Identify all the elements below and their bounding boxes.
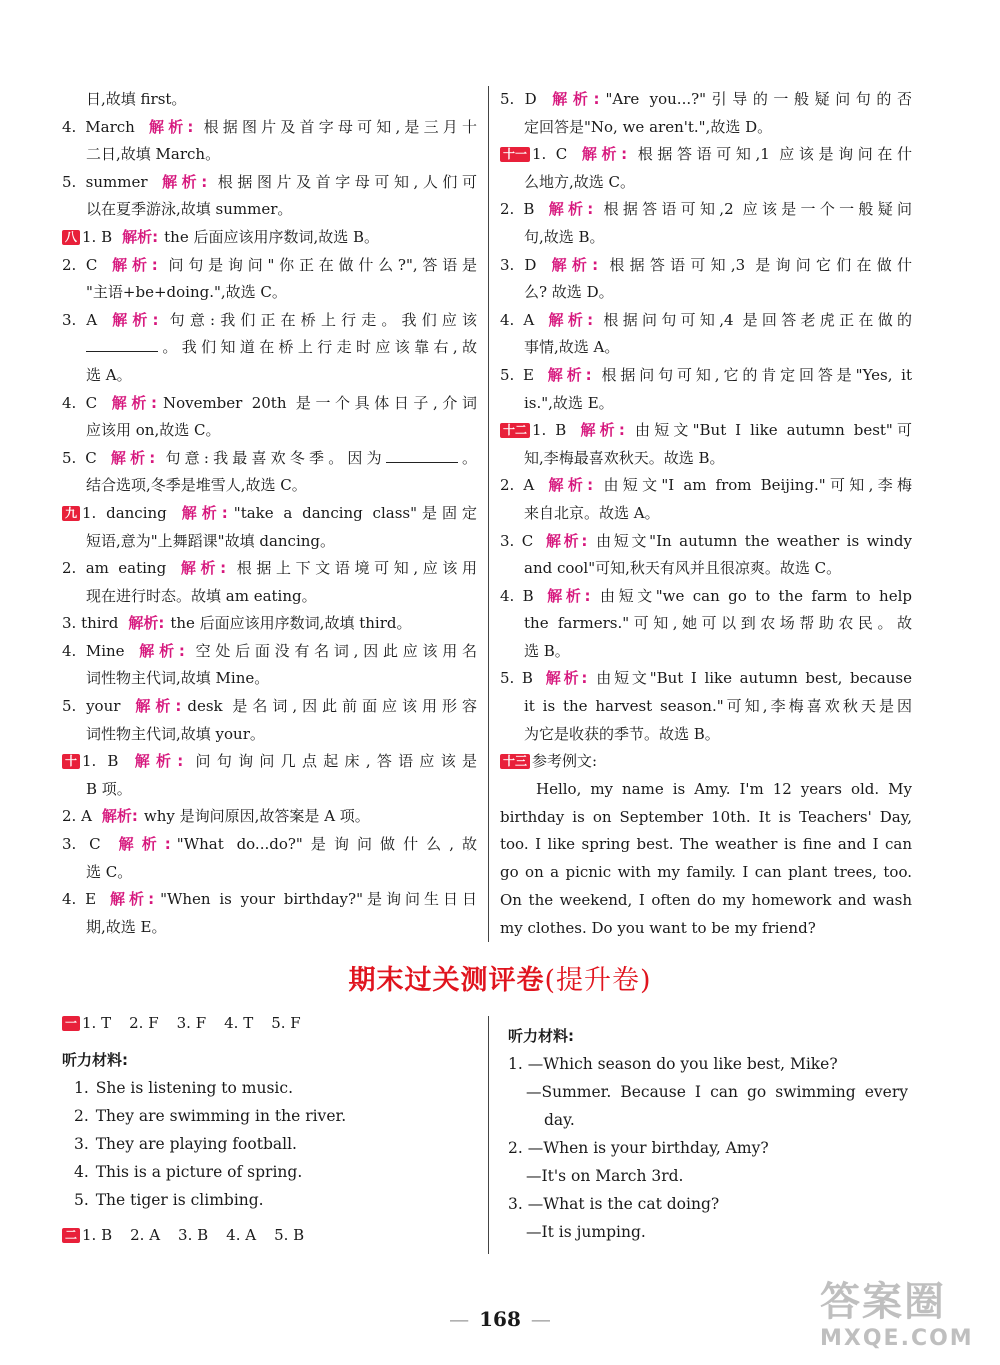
right-column: [500, 86, 912, 943]
explanation-text: 么? 故选 D。: [524, 283, 614, 302]
left-column: [62, 86, 477, 941]
explanation-text: desk 是名词,因此前面应该用形容: [187, 697, 477, 716]
answer-line: [500, 334, 912, 362]
answer-line: [62, 831, 477, 859]
explanation-text: 选 C。: [86, 862, 133, 881]
explanation-text: "When is your birthday?"是询问生日日: [160, 890, 477, 909]
explanation-text: 选 B。: [524, 641, 570, 660]
analysis-label: 解析:: [101, 807, 138, 826]
analysis-label: 解析:: [107, 255, 158, 274]
analysis-label: 解析:: [546, 255, 599, 274]
answer-number: 1. B: [82, 752, 119, 771]
analysis-label: 解析:: [577, 145, 628, 164]
analysis-label: 解析:: [130, 697, 182, 716]
answer-number: 5. B: [500, 669, 533, 688]
answer-line: [500, 86, 912, 114]
answer-number: 3. third: [62, 614, 119, 633]
analysis-label: 解析:: [543, 365, 592, 384]
explanation-text: 根据图片及首字母可知,人们可: [213, 172, 477, 191]
explanation-text: 由短文"But I like autumn best"可: [630, 421, 912, 440]
answer-line: [500, 417, 912, 445]
explanation-text: 现在进行时态。故填 am eating。: [86, 586, 317, 605]
answer-item: 3. F: [176, 1014, 207, 1032]
dialogue-line: 3. —What is the cat doing?: [508, 1195, 720, 1213]
explanation-text: the 后面应该用序数词,故填 third。: [170, 614, 412, 633]
section-tag: 十三: [500, 754, 530, 769]
explanation-text: 期,故选 E。: [86, 917, 167, 936]
answer-number: 2. B: [500, 200, 535, 219]
answer-line: [500, 693, 912, 721]
answer-line: [62, 445, 477, 473]
answer-number: 2. C: [62, 255, 98, 274]
sample-essay: Hello, my name is Amy. I'm 12 years old. My birthday is on September 10th. It is Teachers' Day, too. I like spring best. The weather is fine and I can go on a picnic with my family. I can plant trees, too. On the weekend, I often do my homework and wash my clothes. Do you want to be my friend?: [500, 779, 912, 937]
answer-line: [500, 610, 912, 638]
answer-line: [62, 886, 477, 914]
explanation-text: B 项。: [86, 779, 132, 798]
answer-item: 1. B: [82, 1226, 113, 1244]
answer-line: [500, 555, 912, 583]
explanation-text: 二日,故填 March。: [86, 145, 221, 164]
script-line: [62, 1074, 477, 1102]
part-2-answers: [62, 1222, 477, 1248]
answer-line: [62, 141, 477, 169]
column-divider-top: [488, 86, 489, 942]
script-line: [62, 1186, 477, 1214]
analysis-label: 解析:: [544, 310, 594, 329]
listening-heading: 听力材料:: [62, 1051, 128, 1069]
explanation-text: November 20th 是一个具体日子,介词: [162, 393, 477, 412]
answer-line: [500, 114, 912, 142]
answer-item: 5. B: [274, 1226, 305, 1244]
answer-number: 4. A: [500, 310, 535, 329]
explanation-text: 以在夏季游泳,故填 summer。: [86, 200, 293, 219]
analysis-label: 解析:: [542, 669, 588, 688]
script-number: 2.: [74, 1107, 89, 1125]
explanation-text: 句,故选 B。: [524, 227, 605, 246]
explanation-text: 。我们知道在桥上行走时应该靠右,故: [158, 338, 477, 357]
dialogue-line: —It is jumping.: [526, 1223, 646, 1241]
dialogue-line: 1. —Which season do you like best, Mike?: [508, 1055, 838, 1073]
watermark-logo: [820, 1278, 980, 1358]
explanation-text: 根据答语可知,1 应该是询问在什: [633, 145, 912, 164]
dialogue-line: day.: [544, 1111, 575, 1129]
explanation-text: 问句是询问"你正在做什么?",答语是: [163, 255, 477, 274]
explanation-text: 应该用 on,故选 C。: [86, 421, 221, 440]
answer-line: [500, 445, 912, 473]
explanation-text: 根据问句可知,它的肯定回答是"Yes, it: [597, 365, 912, 384]
answer-number: 4. E: [62, 890, 97, 909]
answer-line: [500, 362, 912, 390]
answer-item: 5. F: [271, 1014, 301, 1032]
explanation-text: 根据上下文语境可知,应该用: [232, 559, 477, 578]
explanation-text: 由短文"In autumn the weather is windy: [593, 531, 912, 550]
answer-item: 2. F: [129, 1014, 159, 1032]
answer-line: [62, 638, 477, 666]
answer-line: [500, 279, 912, 307]
explanation-text: 根据图片及首字母可知,是三月十: [199, 117, 477, 136]
script-text: She is listening to music.: [90, 1079, 293, 1097]
analysis-label: 解析:: [544, 476, 594, 495]
explanation-text: why 是询问原因,故答案是 A 项。: [143, 807, 370, 826]
explanation-text: 知,李梅最喜欢秋天。故选 B。: [524, 448, 725, 467]
section-title: 期末过关测评卷(提升卷): [348, 965, 652, 996]
answer-line: [500, 169, 912, 197]
answer-line: [62, 472, 477, 500]
explanation-text: 日,故填 first。: [86, 90, 187, 108]
answer-item: 3. B: [178, 1226, 209, 1244]
analysis-label: 解析:: [107, 393, 157, 412]
answer-line: [62, 555, 477, 583]
explanation-text: 句意:我最喜欢冬季。因为: [161, 448, 386, 467]
answer-number: 3. C: [500, 531, 534, 550]
analysis-label: 解析:: [110, 835, 171, 854]
answer-line: [62, 114, 477, 142]
answer-number: 3. A: [62, 310, 98, 329]
answer-line: [62, 196, 477, 224]
answer-item: 1. T: [82, 1014, 112, 1032]
explanation-text: 事情,故选 A。: [524, 338, 620, 357]
analysis-label: 解析:: [106, 890, 155, 909]
script-line: [62, 1158, 477, 1186]
explanation-text: 结合选项,冬季是堆雪人,故选 C。: [86, 476, 307, 495]
answer-line: [62, 500, 477, 528]
analysis-label: 解析:: [176, 559, 227, 578]
section-tag: 十二: [500, 423, 530, 438]
explanation-text: 根据问句可知,4 是回答老虎正在做的: [599, 310, 912, 329]
section-tag: 一: [62, 1016, 80, 1031]
answer-number: 5. summer: [62, 172, 148, 191]
explanation-text: and cool"可知,秋天有风并且很凉爽。故选 C。: [524, 559, 842, 578]
section-tag: 十一: [500, 147, 530, 162]
answer-number: 5. C: [62, 448, 97, 467]
answer-line: [500, 638, 912, 666]
explanation-text: is.",故选 E。: [524, 393, 614, 412]
part-1-answers: [62, 1010, 477, 1036]
answer-number: 4. March: [62, 117, 135, 136]
script-line: [62, 1130, 477, 1158]
answer-line: [62, 583, 477, 611]
analysis-label: 解析:: [544, 200, 594, 219]
column-divider-bottom: [488, 1016, 489, 1254]
explanation-text: 问句询问几点起床,答语应该是: [189, 752, 477, 771]
explanation-text: the 后面应该用序数词,故选 B。: [164, 227, 380, 246]
answer-line: [500, 252, 912, 280]
answer-line: [62, 528, 477, 556]
analysis-label: 解析:: [576, 421, 625, 440]
explanation-text: the farmers."可知,她可以到农场帮助农民。故: [524, 614, 912, 633]
analysis-label: 解析:: [134, 641, 185, 660]
script-number: 4.: [74, 1163, 89, 1181]
dialogue-line: —Summer. Because I can go swimming every: [526, 1083, 908, 1101]
answer-number: 1. C: [532, 145, 568, 164]
analysis-label: 解析:: [157, 172, 208, 191]
script-text: This is a picture of spring.: [90, 1163, 303, 1181]
page-number: — 168 —: [449, 1307, 551, 1331]
explanation-text: 词性物主代词,故填 Mine。: [86, 669, 270, 688]
analysis-label: 解析:: [543, 531, 588, 550]
answer-line: [500, 721, 912, 749]
answer-line: [62, 859, 477, 887]
answer-number: 2. A: [62, 807, 92, 826]
dialogue-line: 2. —When is your birthday, Amy?: [508, 1139, 769, 1157]
analysis-label: 解析:: [106, 448, 156, 467]
fill-blank: [386, 448, 458, 463]
answer-number: 5. E: [500, 365, 534, 384]
explanation-text: 根据答语可知,3 是询问它们在做什: [604, 255, 912, 274]
answer-line: [62, 721, 477, 749]
explanation-text: "Are you...?"引导的一般疑问句的否: [605, 90, 912, 108]
fill-blank: [86, 337, 158, 352]
answer-item: 4. A: [226, 1226, 257, 1244]
answer-item: 2. A: [130, 1226, 161, 1244]
section-tag: 九: [62, 506, 80, 521]
answer-line: [62, 362, 477, 390]
answer-line: [62, 748, 477, 776]
explanation-text: 空处后面没有名词,因此应该用名: [190, 641, 477, 660]
answer-number: 1. B: [82, 227, 113, 246]
script-text: They are playing football.: [90, 1135, 297, 1153]
answer-line: [62, 86, 477, 114]
explanation-text: 来自北京。故选 A。: [524, 503, 660, 522]
explanation-text: 参考例文:: [532, 752, 598, 771]
script-text: The tiger is climbing.: [90, 1191, 264, 1209]
answer-line: [62, 665, 477, 693]
answer-line: [62, 169, 477, 197]
answer-number: 3. C: [62, 835, 101, 854]
explanation-text: 词性物主代词,故填 your。: [86, 724, 265, 743]
explanation-text: "主语+be+doing.",故选 C。: [86, 283, 287, 302]
answer-line: [62, 914, 477, 942]
analysis-label: 解析:: [543, 586, 591, 605]
script-line: [62, 1102, 477, 1130]
script-number: 3.: [74, 1135, 89, 1153]
watermark-url: MXQE.COM: [820, 1326, 974, 1351]
explanation-text: 选 A。: [86, 365, 132, 384]
answer-number: 4. B: [500, 586, 534, 605]
answer-line: [500, 583, 912, 611]
answer-line: [500, 141, 912, 169]
answer-number: 4. C: [62, 393, 98, 412]
explanation-text: it is the harvest season."可知,李梅喜欢秋天是因: [524, 697, 912, 716]
listening-heading: 听力材料:: [508, 1027, 574, 1045]
analysis-label: 解析:: [546, 90, 600, 108]
answer-line: [500, 528, 912, 556]
answer-number: 1. B: [532, 421, 567, 440]
answer-number: 5. D: [500, 90, 537, 108]
answer-number: 2. A: [500, 476, 535, 495]
explanation-text: 由短文"But I like autumn best, because: [593, 669, 912, 688]
answer-item: 4. T: [224, 1014, 254, 1032]
explanation-text: 为它是收获的季节。故选 B。: [524, 724, 720, 743]
answer-line: [62, 252, 477, 280]
answer-line: [500, 500, 912, 528]
answer-line: [62, 610, 477, 638]
answer-line: [62, 307, 477, 335]
explanation-text: "take a dancing class"是固定: [233, 503, 477, 522]
explanation-text: 短语,意为"上舞蹈课"故填 dancing。: [86, 531, 336, 550]
analysis-label: 解析:: [122, 227, 159, 246]
answer-line: [500, 390, 912, 418]
answer-line: [500, 472, 912, 500]
part-1-block: [62, 1010, 477, 1248]
watermark-text: 答案圈: [820, 1279, 946, 1325]
answer-line: [500, 307, 912, 335]
script-number: 1.: [74, 1079, 89, 1097]
answer-line: [62, 693, 477, 721]
analysis-label: 解析:: [144, 117, 194, 136]
answer-number: 4. Mine: [62, 641, 125, 660]
analysis-label: 解析:: [128, 614, 165, 633]
section-tag: 八: [62, 230, 80, 245]
answer-number: 3. D: [500, 255, 537, 274]
analysis-label: 解析:: [176, 503, 228, 522]
answer-line: [62, 334, 477, 362]
section-tag: 十: [62, 754, 80, 769]
answer-line: [62, 803, 477, 831]
answer-line: [62, 390, 477, 418]
answer-number: 5. your: [62, 697, 121, 716]
answer-line: [62, 224, 477, 252]
answer-line: [500, 196, 912, 224]
answer-number: 1. dancing: [82, 503, 167, 522]
explanation-text: 句意:我们正在桥上行走。我们应该: [164, 310, 477, 329]
script-number: 5.: [74, 1191, 89, 1209]
explanation-text: 么地方,故选 C。: [524, 172, 636, 191]
answer-line: [62, 417, 477, 445]
part-2-listening-block: [508, 1022, 908, 1246]
explanation-text: 根据答语可知,2 应该是一个一般疑问: [599, 200, 912, 219]
section-tag: 二: [62, 1228, 80, 1243]
answer-line: [500, 748, 912, 776]
answer-line: [62, 776, 477, 804]
analysis-label: 解析:: [107, 310, 159, 329]
analysis-label: 解析:: [128, 752, 184, 771]
explanation-text: 由短文"I am from Beijing."可知,李梅: [599, 476, 912, 495]
answer-number: 2. am eating: [62, 559, 167, 578]
punct: 。: [457, 448, 477, 467]
explanation-text: 由短文"we can go to the farm to help: [596, 586, 912, 605]
explanation-text: "What do...do?"是询问做什么,故: [176, 835, 477, 854]
answer-line: [500, 224, 912, 252]
explanation-text: 定回答是"No, we aren't.",故选 D。: [524, 117, 773, 136]
script-text: They are swimming in the river.: [90, 1107, 347, 1125]
dialogue-line: —It's on March 3rd.: [526, 1167, 684, 1185]
answer-line: [500, 665, 912, 693]
answer-line: [62, 279, 477, 307]
